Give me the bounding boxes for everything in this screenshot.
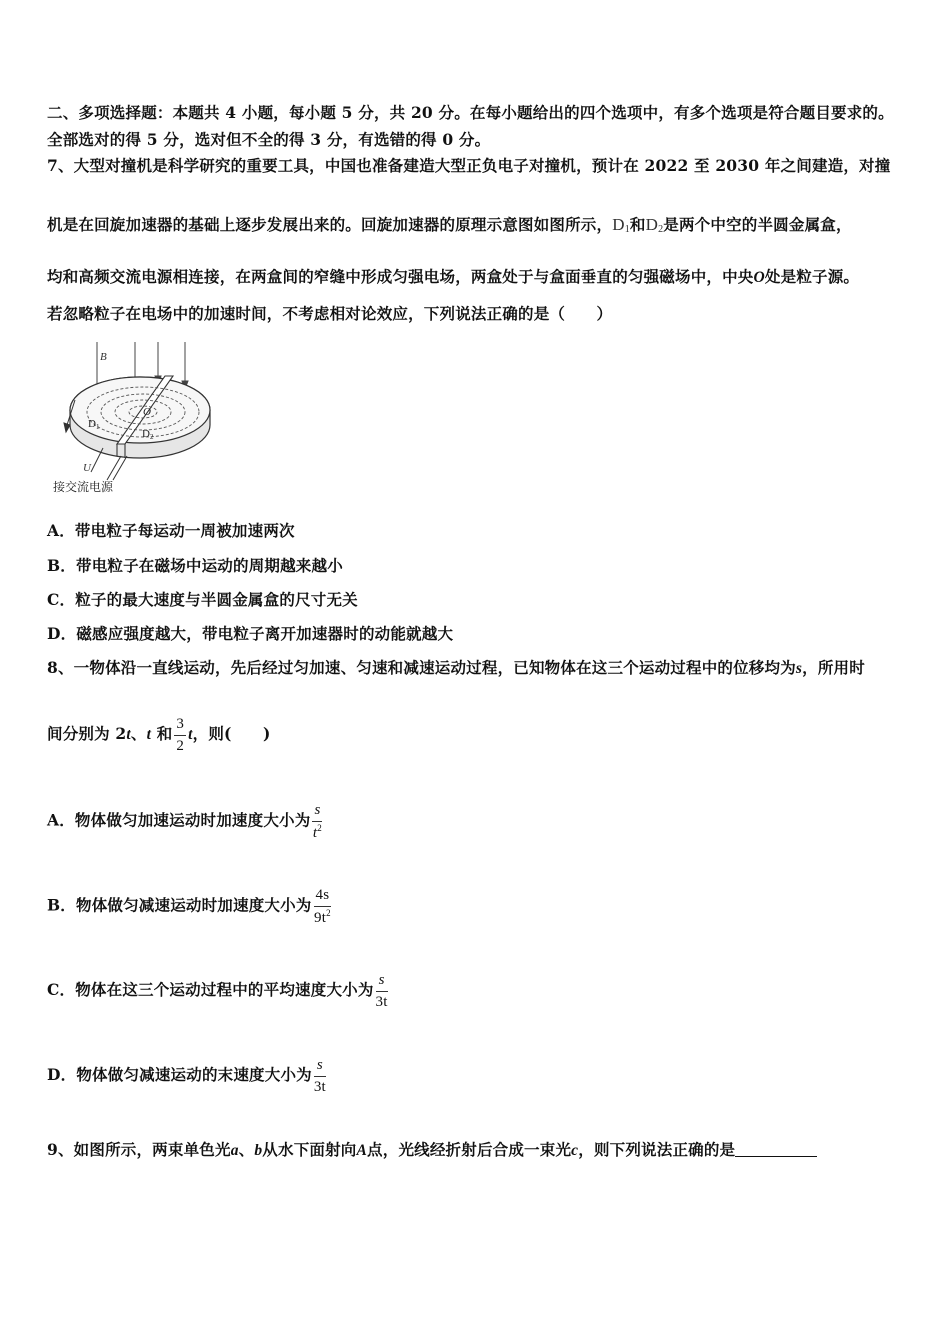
symbol-o: O [753,269,765,286]
cyclotron-diagram [55,340,215,495]
q7-option-c: C．粒子的最大速度与半圆金属盒的尺寸无关 [47,590,358,609]
q8-option-a [47,802,324,841]
q8-stem-line-2 [47,716,271,754]
symbol-a: a [230,1142,239,1159]
q8-stem-end: ，所用时 [802,658,865,677]
label-d1: D1 [88,418,100,431]
section-heading: 二、多项选择题：本题共 4 小题，每小题 5 分，共 20 分。在每小题给出的四个选项中，有多个选项是符合题目要求的。 [47,103,894,122]
q7-stem-line-2-end: 是两个中空的半圆金属盒， [663,215,852,234]
q9-mid-2: 点，光线经折射后合成一束光 [367,1140,572,1159]
q8-option-c [47,972,390,1010]
q8-stem-line-1 [47,656,865,678]
q8-stem-line-2-end: ，则( ) [192,724,271,743]
fraction-s-over-t2: $\frac{s}{t^2}$ [312,802,322,841]
q8-option-d [47,1057,328,1095]
figure-caption: 接交流电源 [53,480,114,494]
label-u: U [83,462,91,474]
q7-stem-line-1: 7、大型对撞机是科学研究的重要工具，中国也准备建造大型正负电子对撞机，预计在 2022 至 2030 年之间建造，对撞 [47,156,891,175]
d1-symbol: $D_1$ [612,215,630,235]
q8-and: 和 [151,724,173,743]
q7-stem-line-3-end: 处是粒子源。 [764,267,860,286]
q8-option-d-text: D．物体做匀减速运动的末速度大小为 [47,1065,312,1084]
label-d2: D2 [142,428,154,441]
section-scoring-note: 全部选对的得 5 分，选对但不全的得 3 分，有选错的得 0 分。 [47,130,491,149]
symbol-t-2: t [146,726,152,743]
q9-stem-end: ，则下列说法正确的是 [578,1140,736,1159]
q9-mid-1: 从水下面射向 [262,1140,357,1159]
d2-symbol: $D_2$ [645,215,664,235]
fraction-three-halves: $\frac{3}{2}$ [176,716,185,754]
q8-option-c-text: C．物体在这三个运动过程中的平均速度大小为 [47,980,374,999]
answer-blank[interactable] [735,1156,817,1157]
q8-sep: 、 [130,724,147,743]
symbol-t-3: t [188,726,193,743]
symbol-t: t [126,726,131,743]
q8-stem-text: 8、一物体沿一直线运动，先后经过匀加速、匀速和减速运动过程，已知物体在这三个运动过程中的位移均为 [47,658,796,677]
q7-option-d: D．磁感应强度越大，带电粒子离开加速器时的动能就越大 [47,624,454,643]
q9-sep: 、 [238,1140,255,1159]
fraction-4s-over-9t2: $\frac{4s}{9t^2}$ [314,887,331,926]
symbol-s: s [795,660,803,677]
q9-stem [47,1138,817,1160]
q8-option-b [47,887,333,926]
q9-stem-text: 9、如图所示，两束单色光 [47,1140,231,1159]
q7-stem-line-2-text: 机是在回旋加速器的基础上逐步发展出来的。回旋加速器的原理示意图如图所示， [47,215,613,234]
label-b: B [100,351,107,363]
q7-and: 和 [629,215,646,234]
q7-stem-line-3 [47,265,859,287]
q7-option-a: A．带电粒子每运动一周被加速两次 [47,521,295,540]
label-o: O [143,406,151,418]
symbol-c: c [571,1142,579,1159]
q8-option-b-text: B．物体做匀减速运动时加速度大小为 [47,895,312,915]
q7-stem-line-4: 若忽略粒子在电场中的加速时间，不考虑相对论效应，下列说法正确的是（ ） [47,304,613,323]
fraction-s-over-3t-d: $\frac{s}{3t}$ [313,1057,326,1095]
q7-stem-line-3-text: 均和高频交流电源相连接，在两盒间的窄缝中形成匀强电场，两盒处于与盒面垂直的匀强磁场中，中央 [47,267,754,286]
symbol-b: b [254,1142,263,1159]
q7-option-b: B．带电粒子在磁场中运动的周期越来越小 [47,556,343,575]
q8-option-a-text: A．物体做匀加速运动时加速度大小为 [47,810,311,830]
fraction-s-over-3t: $\frac{s}{3t}$ [375,972,388,1010]
symbol-point-a: A [356,1142,368,1159]
q7-stem-line-2 [47,213,852,235]
q8-stem-line-2-text: 间分别为 2 [47,724,127,743]
